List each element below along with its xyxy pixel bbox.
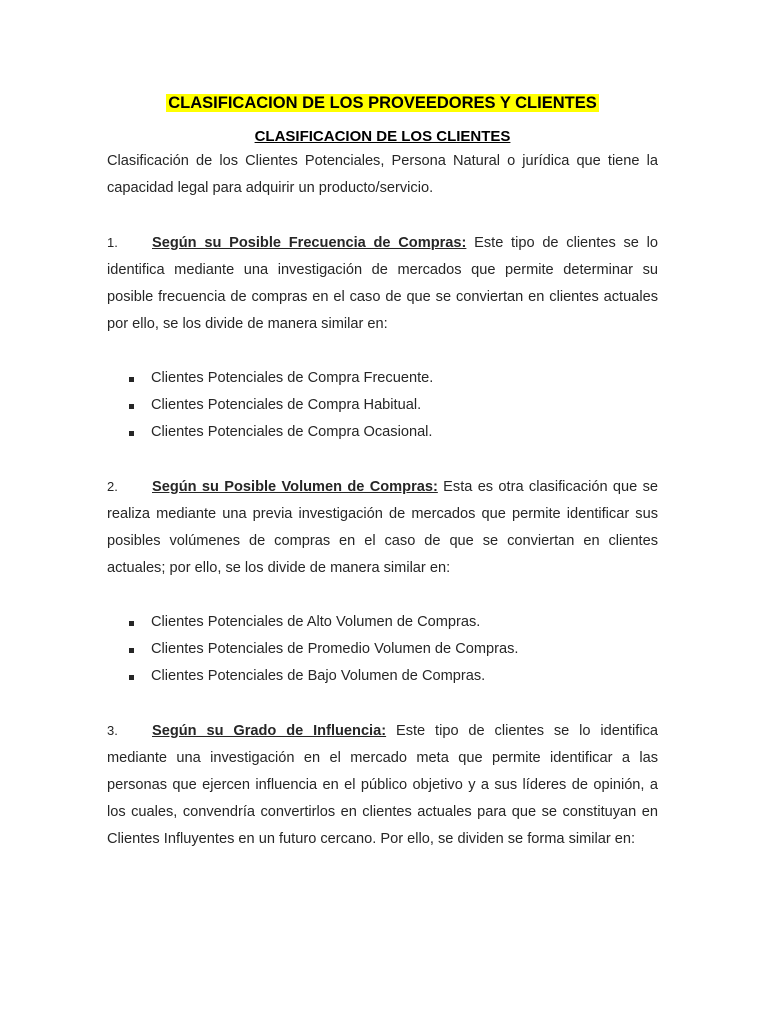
square-bullet-icon	[129, 377, 134, 382]
intro-paragraph: Clasificación de los Clientes Potenciales, Persona Natural o jurídica que tiene la capacidad legal para adquirir un producto/servicio.	[107, 153, 658, 196]
list-item	[107, 663, 658, 690]
list-item-text: Clientes Potenciales de Compra Habitual.	[151, 397, 422, 413]
section-subtitle: CLASIFICACION DE LOS CLIENTES	[254, 128, 511, 145]
document-title-highlight: CLASIFICACION DE LOS PROVEEDORES Y CLIENTES	[168, 94, 597, 112]
document-title	[107, 91, 658, 115]
section-3-text: Este tipo de clientes se lo identifica mediante una investigación en el mercado meta que permite identificar a las personas que ejercen influencia en el público objetivo y a sus líderes de opinión, a los cuales, convendría convertirlos en clientes actuales para que se constituyan en Clientes Influyentes en un futuro cercano. Por ello, se dividen se forma similar en:	[107, 723, 658, 847]
square-bullet-icon	[129, 431, 134, 436]
list-item	[107, 365, 658, 392]
section-3-number: 3.	[107, 723, 118, 738]
section-1-paragraph	[107, 229, 658, 338]
section-3-heading: Según su Grado de Influencia:	[152, 723, 387, 739]
list-item-text: Clientes Potenciales de Compra Ocasional.	[151, 424, 433, 440]
list-item-text: Clientes Potenciales de Bajo Volumen de Compras.	[151, 668, 486, 684]
section-1-text: Este tipo de clientes se lo identifica mediante una investigación de mercados que permite determinar su posible frecuencia de compras en el caso de que se conviertan en clientes actuales por ello, se los divide de manera similar en:	[107, 235, 658, 332]
section-1-heading: Según su Posible Frecuencia de Compras:	[152, 235, 467, 251]
list-item	[107, 636, 658, 663]
list-item	[107, 609, 658, 636]
section-2-text: Esta es otra clasificación que se realiza mediante una previa investigación de mercados que permite identificar sus posibles volúmenes de compras en el caso de que se conviertan en clientes actuales; por ello, se los divide de manera similar en:	[107, 479, 658, 576]
list-item	[107, 419, 658, 446]
square-bullet-icon	[129, 648, 134, 653]
section-2-number: 2.	[107, 479, 118, 494]
list-item-text: Clientes Potenciales de Compra Frecuente.	[151, 370, 434, 386]
square-bullet-icon	[129, 621, 134, 626]
list-item	[107, 392, 658, 419]
section-2-paragraph	[107, 473, 658, 582]
section-2-bullet-list	[107, 609, 658, 690]
section-3-paragraph	[107, 717, 658, 853]
square-bullet-icon	[129, 675, 134, 680]
list-item-text: Clientes Potenciales de Alto Volumen de Compras.	[151, 614, 481, 630]
section-1-number: 1.	[107, 235, 118, 250]
section-1-bullet-list	[107, 365, 658, 446]
square-bullet-icon	[129, 404, 134, 409]
list-item-text: Clientes Potenciales de Promedio Volumen de Compras.	[151, 641, 519, 657]
section-2-heading: Según su Posible Volumen de Compras:	[152, 479, 438, 495]
document-content	[107, 91, 658, 853]
